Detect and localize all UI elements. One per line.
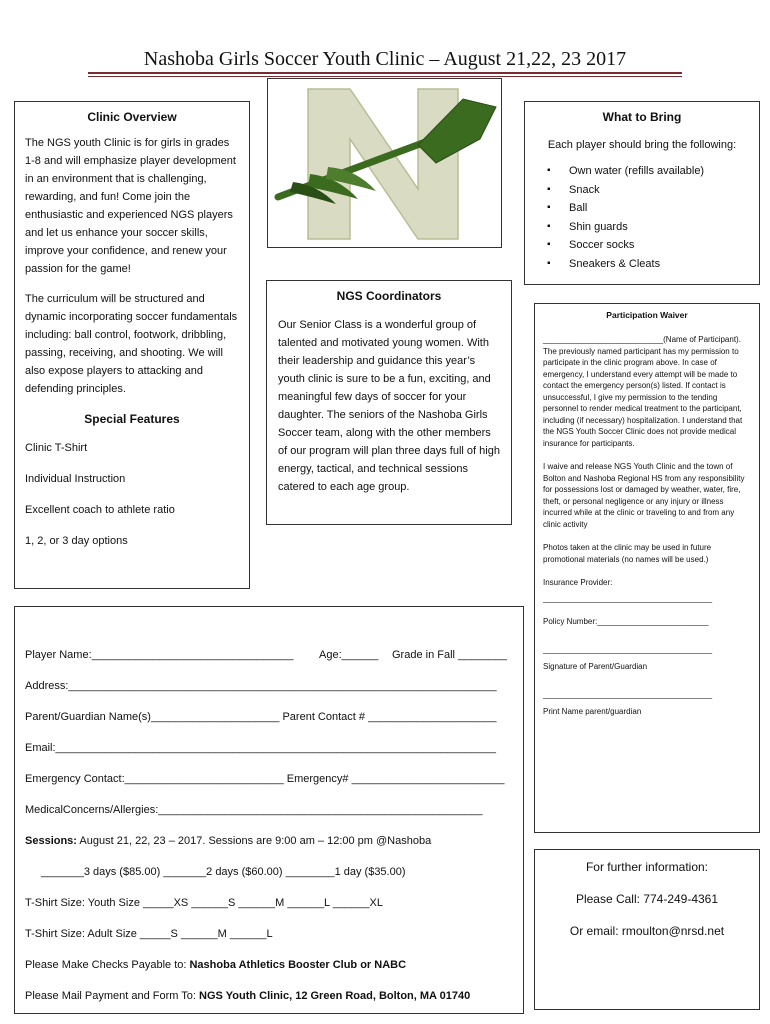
mail-payment-line bbox=[25, 990, 470, 1002]
signature-label: Signature of Parent/Guardian bbox=[543, 662, 648, 671]
nashoba-logo-icon bbox=[268, 79, 501, 247]
bring-heading: What to Bring bbox=[602, 110, 682, 124]
special-features-heading: Special Features bbox=[84, 412, 180, 426]
player-name-field[interactable]: Player Name:_________________________________ bbox=[25, 649, 294, 661]
policy-number-field[interactable]: Policy Number:_________________________ bbox=[543, 617, 709, 626]
sessions-line bbox=[25, 835, 431, 847]
feature-item: Individual Instruction bbox=[25, 473, 126, 485]
waiver-paragraph-3: Photos taken at the clinic may be used in future promotional materials (no names will be used.) bbox=[543, 543, 712, 564]
parent-guardian-field[interactable]: Parent/Guardian Name(s)_____________________ Parent Contact # _____________________ bbox=[25, 711, 497, 723]
feature-item: Clinic T-Shirt bbox=[25, 442, 88, 454]
coordinators-heading: NGS Coordinators bbox=[336, 289, 442, 303]
insurance-provider-field[interactable]: ______________________________________ bbox=[543, 593, 713, 603]
list-item: ▪ Sneakers & Cleats bbox=[569, 255, 749, 274]
waiver-paragraph-1: ___________________________(Name of Participant). The previously named participant has my permission to participate in the clinic program above. In case of emergency, I understand every attempt will be made to contact the emergency person(s) listed. If contact is unsuccessful, I give my permission to the tending personnel to render medical treatment to the participant, including (if necessary) hospitalization. I understand that the NGS Youth Soccer Clinic does not provide medical insurance for participants. bbox=[543, 335, 743, 448]
print-name-label: Print Name parent/guardian bbox=[543, 707, 642, 716]
what-to-bring-box bbox=[524, 101, 760, 285]
logo-box bbox=[267, 78, 502, 248]
youth-shirt-size-field[interactable]: T-Shirt Size: Youth Size _____XS ______S ______M ______L ______XL bbox=[25, 897, 383, 909]
feature-item: 1, 2, or 3 day options bbox=[25, 535, 128, 547]
overview-paragraph-1: The NGS youth Clinic is for girls in grades 1-8 and will emphasize player development in an environment that is challenging, rewarding, and fun! Come join the enthusiastic and experienced NGS players and let us enhance your soccer skills, improve your confidence, and renew your passion for the game! bbox=[25, 137, 236, 275]
adult-shirt-size-field[interactable]: T-Shirt Size: Adult Size _____S ______M ______L bbox=[25, 928, 273, 940]
print-name-field[interactable]: ______________________________________ bbox=[543, 689, 713, 699]
list-item: ▪ Soccer socks bbox=[569, 236, 749, 255]
bring-list bbox=[535, 162, 749, 273]
further-information-box bbox=[534, 849, 760, 1010]
grade-field[interactable]: Grade in Fall ________ bbox=[392, 649, 507, 661]
info-phone: Please Call: 774-249-4361 bbox=[575, 892, 719, 906]
address-field[interactable]: Address:______________________________________________________________________ bbox=[25, 680, 497, 692]
insurance-provider-label: Insurance Provider: bbox=[543, 578, 613, 587]
sessions-text: August 21, 22, 23 – 2017. Sessions are 9:00 am – 12:00 pm @Nashoba bbox=[79, 835, 432, 847]
signature-field[interactable]: ______________________________________ bbox=[543, 644, 713, 654]
overview-paragraph-2: The curriculum will be structured and dynamic incorporating soccer fundamentals including: ball control, footwork, dribbling, passing, receiving, and shooting. We will also expose players to attacking and defending principles. bbox=[25, 293, 238, 395]
coordinators-body: Our Senior Class is a wonderful group of talented and motivated young women. With their leadership and guidance this year’s youth clinic is sure to be a fun, exciting, and meaningful few days of soccer for your daughter. The seniors of the Nashoba Girls Soccer team, along with the other members of our program will plan three days full of high energy, tactical, and technical sessions catered to each age group. bbox=[278, 319, 500, 493]
clinic-overview-box bbox=[14, 101, 250, 589]
checks-payable-line bbox=[25, 959, 406, 971]
mail-value: NGS Youth Clinic, 12 Green Road, Bolton, MA 01740 bbox=[199, 990, 471, 1002]
list-item: ▪ Ball bbox=[569, 199, 749, 218]
ngs-coordinators-box bbox=[266, 280, 512, 525]
info-email: Or email: rmoulton@nrsd.net bbox=[569, 924, 725, 938]
participation-waiver-box bbox=[534, 303, 760, 833]
session-options-field[interactable]: _______3 days ($85.00) _______2 days ($60.00) ________1 day ($35.00) bbox=[41, 866, 406, 878]
checks-label: Please Make Checks Payable to: bbox=[25, 959, 187, 971]
title-rule bbox=[88, 72, 682, 74]
registration-form-box bbox=[14, 606, 524, 1014]
mail-label: Please Mail Payment and Form To: bbox=[25, 990, 196, 1002]
bring-intro: Each player should bring the following: bbox=[547, 139, 737, 151]
list-item: ▪ Own water (refills available) bbox=[569, 162, 749, 181]
info-heading: For further information: bbox=[585, 860, 709, 874]
feature-item: Excellent coach to athlete ratio bbox=[25, 504, 175, 516]
page-title: Nashoba Girls Soccer Youth Clinic – August 21,22, 23 2017 bbox=[143, 48, 627, 70]
emergency-contact-field[interactable]: Emergency Contact:__________________________ Emergency# _________________________ bbox=[25, 773, 505, 785]
sessions-label: Sessions: bbox=[25, 835, 77, 847]
email-field[interactable]: Email:________________________________________________________________________ bbox=[25, 742, 497, 754]
checks-value: Nashoba Athletics Booster Club or NABC bbox=[189, 959, 407, 971]
waiver-heading: Participation Waiver bbox=[606, 310, 688, 320]
list-item: ▪ Shin guards bbox=[569, 218, 749, 237]
list-item: ▪ Snack bbox=[569, 181, 749, 200]
clinic-overview-heading: Clinic Overview bbox=[87, 110, 177, 124]
waiver-paragraph-2: I waive and release NGS Youth Clinic and the town of Bolton and Nashoba Regional HS from any responsibility for possessions lost or damaged by weather, water, fire, theft, or personal negligence or any injury or illness incurred while at the clinic or traveling to and from any clinic activity bbox=[543, 462, 745, 529]
age-field[interactable]: Age:______ bbox=[319, 649, 379, 661]
medical-concerns-field[interactable]: MedicalConcerns/Allergies:_____________________________________________________ bbox=[25, 804, 483, 816]
title-rule-thin bbox=[88, 76, 682, 77]
